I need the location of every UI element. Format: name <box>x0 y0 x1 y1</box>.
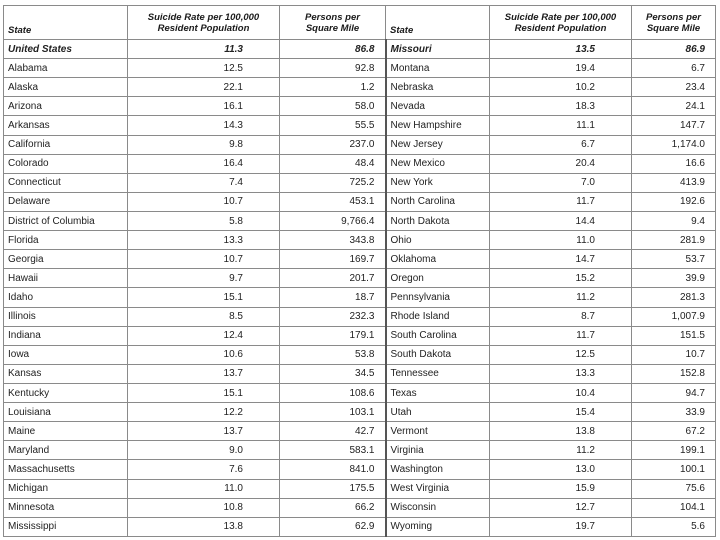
table-row <box>4 59 716 78</box>
rate-cell-right: 10.2 <box>490 78 632 97</box>
state-cell-right: Pennsylvania <box>386 288 490 307</box>
density-cell-left: 92.8 <box>280 59 386 78</box>
state-cell-left: Colorado <box>4 154 128 173</box>
density-cell-left: 58.0 <box>280 97 386 116</box>
table-body <box>4 40 716 537</box>
density-cell-right: 23.4 <box>632 78 716 97</box>
density-cell-right: 104.1 <box>632 498 716 517</box>
state-cell-right: Vermont <box>386 422 490 441</box>
table-row <box>4 173 716 192</box>
state-cell-right: South Dakota <box>386 345 490 364</box>
rate-cell-right: 13.8 <box>490 422 632 441</box>
density-cell-right: 39.9 <box>632 269 716 288</box>
density-cell-right: 1,174.0 <box>632 135 716 154</box>
table-row <box>4 269 716 288</box>
rate-cell-right: 20.4 <box>490 154 632 173</box>
state-cell-left: Maine <box>4 422 128 441</box>
rate-cell-left: 5.8 <box>128 211 280 230</box>
header-rate-right-line2: Resident Population <box>514 22 607 34</box>
density-cell-left: 55.5 <box>280 116 386 135</box>
density-cell-right: 53.7 <box>632 250 716 269</box>
table-row <box>4 116 716 135</box>
table-row <box>4 403 716 422</box>
density-cell-left: 201.7 <box>280 269 386 288</box>
density-cell-left: 179.1 <box>280 326 386 345</box>
rate-cell-right: 14.7 <box>490 250 632 269</box>
state-cell-left: Alaska <box>4 78 128 97</box>
density-cell-left: 343.8 <box>280 231 386 250</box>
rate-cell-right: 13.3 <box>490 364 632 383</box>
state-cell-left: Connecticut <box>4 173 128 192</box>
rate-cell-right: 15.9 <box>490 479 632 498</box>
rate-cell-left: 13.7 <box>128 364 280 383</box>
state-cell-right: Virginia <box>386 441 490 460</box>
rate-cell-right: 19.4 <box>490 59 632 78</box>
density-cell-right: 67.2 <box>632 422 716 441</box>
state-cell-right: Nevada <box>386 97 490 116</box>
density-cell-right: 192.6 <box>632 192 716 211</box>
state-cell-left: Louisiana <box>4 403 128 422</box>
state-cell-left: United States <box>4 40 128 59</box>
density-cell-left: 86.8 <box>280 40 386 59</box>
rate-cell-right: 11.2 <box>490 441 632 460</box>
state-cell-left: Hawaii <box>4 269 128 288</box>
density-cell-right: 75.6 <box>632 479 716 498</box>
state-cell-right: Wyoming <box>386 517 490 536</box>
density-cell-left: 1.2 <box>280 78 386 97</box>
density-cell-right: 9.4 <box>632 211 716 230</box>
state-cell-right: West Virginia <box>386 479 490 498</box>
rate-cell-left: 22.1 <box>128 78 280 97</box>
rate-cell-left: 15.1 <box>128 383 280 402</box>
density-cell-left: 841.0 <box>280 460 386 479</box>
density-cell-right: 10.7 <box>632 345 716 364</box>
density-cell-right: 152.8 <box>632 364 716 383</box>
header-rate-right <box>490 6 632 40</box>
state-cell-right: New Jersey <box>386 135 490 154</box>
density-cell-left: 66.2 <box>280 498 386 517</box>
state-cell-left: Arizona <box>4 97 128 116</box>
rate-cell-right: 18.3 <box>490 97 632 116</box>
state-cell-left: Mississippi <box>4 517 128 536</box>
density-cell-left: 175.5 <box>280 479 386 498</box>
state-cell-left: Minnesota <box>4 498 128 517</box>
density-cell-right: 1,007.9 <box>632 307 716 326</box>
density-cell-left: 583.1 <box>280 441 386 460</box>
state-cell-right: North Carolina <box>386 192 490 211</box>
table-row <box>4 307 716 326</box>
rate-cell-left: 7.4 <box>128 173 280 192</box>
table-row <box>4 288 716 307</box>
density-cell-left: 453.1 <box>280 192 386 211</box>
state-cell-right: New York <box>386 173 490 192</box>
header-state-left: State <box>4 6 128 40</box>
rate-cell-left: 10.6 <box>128 345 280 364</box>
state-cell-left: Florida <box>4 231 128 250</box>
header-rate-left <box>128 6 280 40</box>
table-row <box>4 250 716 269</box>
rate-cell-left: 11.0 <box>128 479 280 498</box>
suicide-rate-density-table <box>3 5 716 537</box>
rate-cell-left: 13.7 <box>128 422 280 441</box>
state-cell-left: District of Columbia <box>4 211 128 230</box>
rate-cell-right: 13.5 <box>490 40 632 59</box>
state-cell-left: Arkansas <box>4 116 128 135</box>
density-cell-left: 53.8 <box>280 345 386 364</box>
state-cell-left: Massachusetts <box>4 460 128 479</box>
rate-cell-left: 9.7 <box>128 269 280 288</box>
rate-cell-right: 15.4 <box>490 403 632 422</box>
header-density-right-line1: Persons per <box>646 11 701 23</box>
table-row <box>4 231 716 250</box>
table-row <box>4 135 716 154</box>
rate-cell-right: 19.7 <box>490 517 632 536</box>
rate-cell-left: 10.7 <box>128 192 280 211</box>
rate-cell-left: 10.8 <box>128 498 280 517</box>
state-cell-right: Tennessee <box>386 364 490 383</box>
rate-cell-left: 12.4 <box>128 326 280 345</box>
rate-cell-left: 12.5 <box>128 59 280 78</box>
table-row <box>4 326 716 345</box>
table-row <box>4 383 716 402</box>
density-cell-right: 86.9 <box>632 40 716 59</box>
state-cell-left: Kentucky <box>4 383 128 402</box>
rate-cell-left: 9.0 <box>128 441 280 460</box>
table-row <box>4 422 716 441</box>
state-cell-right: New Hampshire <box>386 116 490 135</box>
state-cell-left: Alabama <box>4 59 128 78</box>
state-cell-right: Nebraska <box>386 78 490 97</box>
state-cell-right: Montana <box>386 59 490 78</box>
table-row <box>4 78 716 97</box>
table-row <box>4 460 716 479</box>
rate-cell-right: 11.7 <box>490 326 632 345</box>
state-cell-right: Texas <box>386 383 490 402</box>
rate-cell-left: 13.3 <box>128 231 280 250</box>
density-cell-right: 6.7 <box>632 59 716 78</box>
header-density-left-line2: Square Mile <box>305 22 360 34</box>
header-rate-left-line1: Suicide Rate per 100,000 <box>147 11 260 23</box>
rate-cell-right: 14.4 <box>490 211 632 230</box>
state-cell-right: Rhode Island <box>386 307 490 326</box>
rate-cell-right: 7.0 <box>490 173 632 192</box>
table-row <box>4 441 716 460</box>
density-cell-right: 281.3 <box>632 288 716 307</box>
density-cell-left: 108.6 <box>280 383 386 402</box>
state-cell-left: Michigan <box>4 479 128 498</box>
state-cell-right: Ohio <box>386 231 490 250</box>
rate-cell-left: 13.8 <box>128 517 280 536</box>
state-cell-right: New Mexico <box>386 154 490 173</box>
rate-cell-left: 7.6 <box>128 460 280 479</box>
state-cell-left: Illinois <box>4 307 128 326</box>
state-cell-right: South Carolina <box>386 326 490 345</box>
density-cell-left: 42.7 <box>280 422 386 441</box>
density-cell-right: 94.7 <box>632 383 716 402</box>
density-cell-left: 9,766.4 <box>280 211 386 230</box>
rate-cell-right: 10.4 <box>490 383 632 402</box>
state-cell-right: Missouri <box>386 40 490 59</box>
rate-cell-right: 6.7 <box>490 135 632 154</box>
table-row <box>4 517 716 536</box>
density-cell-left: 34.5 <box>280 364 386 383</box>
state-cell-left: Maryland <box>4 441 128 460</box>
table-row <box>4 345 716 364</box>
header-density-left-line1: Persons per <box>305 11 360 23</box>
rate-cell-right: 12.7 <box>490 498 632 517</box>
rate-cell-left: 16.4 <box>128 154 280 173</box>
density-cell-left: 103.1 <box>280 403 386 422</box>
density-cell-right: 33.9 <box>632 403 716 422</box>
rate-cell-right: 11.7 <box>490 192 632 211</box>
density-cell-right: 151.5 <box>632 326 716 345</box>
table-row <box>4 154 716 173</box>
density-cell-left: 169.7 <box>280 250 386 269</box>
rate-cell-left: 9.8 <box>128 135 280 154</box>
state-cell-left: Iowa <box>4 345 128 364</box>
density-cell-right: 281.9 <box>632 231 716 250</box>
state-cell-left: Idaho <box>4 288 128 307</box>
state-cell-left: Delaware <box>4 192 128 211</box>
table-row <box>4 364 716 383</box>
table-row <box>4 211 716 230</box>
density-cell-right: 147.7 <box>632 116 716 135</box>
rate-cell-left: 8.5 <box>128 307 280 326</box>
header-density-right <box>632 6 716 40</box>
rate-cell-left: 16.1 <box>128 97 280 116</box>
header-rate-right-line1: Suicide Rate per 100,000 <box>504 11 617 23</box>
table-row <box>4 192 716 211</box>
density-cell-right: 100.1 <box>632 460 716 479</box>
rate-cell-left: 11.3 <box>128 40 280 59</box>
state-cell-right: Oklahoma <box>386 250 490 269</box>
rate-cell-left: 12.2 <box>128 403 280 422</box>
state-cell-left: California <box>4 135 128 154</box>
state-cell-right: Wisconsin <box>386 498 490 517</box>
density-cell-left: 62.9 <box>280 517 386 536</box>
header-rate-left-line2: Resident Population <box>157 22 250 34</box>
state-cell-right: North Dakota <box>386 211 490 230</box>
density-cell-right: 199.1 <box>632 441 716 460</box>
rate-cell-left: 10.7 <box>128 250 280 269</box>
density-cell-right: 24.1 <box>632 97 716 116</box>
rate-cell-right: 11.1 <box>490 116 632 135</box>
header-density-right-line2: Square Mile <box>646 22 701 34</box>
density-cell-left: 48.4 <box>280 154 386 173</box>
rate-cell-left: 15.1 <box>128 288 280 307</box>
state-cell-right: Utah <box>386 403 490 422</box>
density-cell-left: 232.3 <box>280 307 386 326</box>
header-density-left <box>280 6 386 40</box>
state-cell-right: Oregon <box>386 269 490 288</box>
state-cell-right: Washington <box>386 460 490 479</box>
density-cell-left: 237.0 <box>280 135 386 154</box>
rate-cell-right: 12.5 <box>490 345 632 364</box>
density-cell-right: 16.6 <box>632 154 716 173</box>
table-row <box>4 479 716 498</box>
state-cell-left: Indiana <box>4 326 128 345</box>
header-state-right: State <box>386 6 490 40</box>
rate-cell-left: 14.3 <box>128 116 280 135</box>
table-row <box>4 498 716 517</box>
table-row <box>4 97 716 116</box>
density-cell-right: 413.9 <box>632 173 716 192</box>
rate-cell-right: 15.2 <box>490 269 632 288</box>
state-cell-left: Georgia <box>4 250 128 269</box>
header-row <box>4 6 716 40</box>
density-cell-right: 5.6 <box>632 517 716 536</box>
density-cell-left: 725.2 <box>280 173 386 192</box>
state-cell-left: Kansas <box>4 364 128 383</box>
density-cell-left: 18.7 <box>280 288 386 307</box>
rate-cell-right: 13.0 <box>490 460 632 479</box>
rate-cell-right: 11.2 <box>490 288 632 307</box>
table-row <box>4 40 716 59</box>
rate-cell-right: 8.7 <box>490 307 632 326</box>
suicide-rate-table-sheet <box>3 5 715 537</box>
rate-cell-right: 11.0 <box>490 231 632 250</box>
